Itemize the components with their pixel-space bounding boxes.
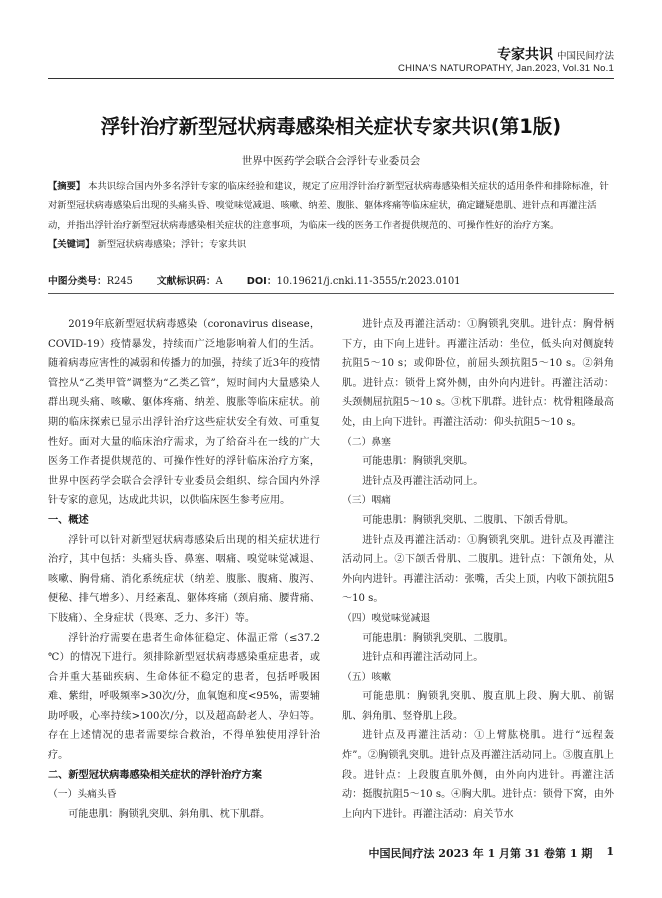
body-column-right xyxy=(342,315,614,824)
keywords xyxy=(48,235,614,254)
article-category: 专家共识 xyxy=(496,47,553,63)
keywords-text: 新型冠状病毒感染；浮针；专家共识 xyxy=(97,238,247,250)
body-paragraph: 进针点和再灌注活动同上。 xyxy=(362,652,484,664)
body-paragraph: 进针点及再灌注活动：①胸锁乳突肌。进针点：胸骨柄下方，由下向上进针。再灌注活动：坐位，低头向对侧旋转抗阻5～10 s；或仰卧位，前屈头颈抗阻5～10 s。②斜角肌。进针点：锁骨上窝外侧，由外向内进针。再灌注活动：头颈侧屈抗阻5～10 s。③枕下肌群。进针点：枕骨粗隆最高处，由上向下进针。再灌注活动：仰头抗阻5～10 s。 xyxy=(342,319,614,428)
body-paragraph: 可能患肌：胸锁乳突肌、腹直肌上段、胸大肌、前锯肌、斜角肌、竖脊肌上段。 xyxy=(342,691,614,722)
keywords-label: 【关键词】 xyxy=(48,238,95,250)
doc-value: A xyxy=(215,276,223,287)
doc-label: 文献标识码： xyxy=(156,276,216,287)
journal-name-cn: 中国民间疗法 xyxy=(556,51,614,62)
section-heading: 一、概述 xyxy=(48,514,89,526)
footer-journal: 中国民间疗法 2023 年 1 月第 31 卷第 1 期 xyxy=(368,847,593,860)
journal-name-en: CHINA'S NATUROPATHY, Jan.2023, Vol.31 No.1 xyxy=(398,63,614,74)
body-paragraph: 进针点及再灌注活动：①上臂肱桡肌。进行“远程轰炸”。②胸锁乳突肌。进针点及再灌注活动同上。③腹直肌上段。进针点：上段腹直肌外侧，由外向内进针。再灌注活动：挺腹抗阻5～10 s。④胸大肌。进针点：锁骨下窝，由外上向内下进针。再灌注活动：肩关节水 xyxy=(342,730,614,820)
clc-number xyxy=(48,273,133,287)
subsection-heading: （四）嗅觉味觉减退 xyxy=(342,612,431,624)
doi xyxy=(247,273,461,287)
abstract-text: 本共识综合国内外多名浮针专家的临床经验和建议，规定了应用浮针治疗新型冠状病毒感染相关症状的适用条件和排除标准，针对新型冠状病毒感染后出现的头痛头昏、嗅觉味觉减退、咳嗽、纳差、腹胀、躯体疼痛等临床症状，确定罐疑患肌、进针点和再灌注活动，并指出浮针治疗新型冠状病毒感染相关症状的注意事项，为临床一线的医务工作者提供规范的、可操作性好的治疗方案。 xyxy=(48,181,609,231)
document-code xyxy=(157,273,223,287)
clc-label: 中图分类号： xyxy=(48,276,107,287)
abstract-block xyxy=(48,177,614,254)
body-paragraph: 可能患肌：胸锁乳突肌、二腹肌、下颌舌骨肌。 xyxy=(362,514,575,526)
abstract xyxy=(48,177,614,235)
header-divider xyxy=(48,78,614,79)
subsection-heading: （三）咽痛 xyxy=(342,495,391,507)
body-paragraph: 可能患肌：胸锁乳突肌、斜角肌、枕下肌群。 xyxy=(68,808,271,820)
clc-value: R245 xyxy=(106,276,133,287)
body-paragraph: 进针点及再灌注活动同上。 xyxy=(362,475,484,487)
page-footer xyxy=(368,845,614,861)
body-paragraph: 浮针治疗需要在患者生命体征稳定、体温正常（≤37.2 ℃）的情况下进行。须排除新型冠状病毒感染重症患者，或合并重大基础疾病、生命体征不稳定的患者，包括呼吸困难、紫绀，呼吸频率>30次/分，血氧饱和度<95%，需要辅助呼吸，心率持续>100次/分，以及超高龄老人、孕妇等。存在上述情况的患者需要综合救治，不得单独使用浮针治疗。 xyxy=(48,632,320,762)
doi-value: 10.19621/j.cnki.11-3555/r.2023.0101 xyxy=(276,276,461,287)
subsection-heading: （一）头痛头昏 xyxy=(48,789,117,801)
body-paragraph: 可能患肌：胸锁乳突肌、二腹肌。 xyxy=(362,632,514,644)
subsection-heading: （二）鼻塞 xyxy=(342,436,391,448)
section-heading: 二、新型冠状病毒感染相关症状的浮针治疗方案 xyxy=(48,769,262,781)
subsection-heading: （五）咳嗽 xyxy=(342,671,391,683)
body-paragraph: 可能患肌：胸锁乳突肌。 xyxy=(362,456,474,468)
header-category-line xyxy=(497,44,614,64)
body-paragraph: 2019年底新型冠状病毒感染（coronavirus disease，COVID-19）疫情暴发，持续而广泛地影响着人们的生活。随着病毒应害性的减弱和传播力的加强，持续了近3年的疫情管控从“乙类甲管”调整为“乙类乙管”，短时间内大量感染人群出现头痛、咳嗽、躯体疼痛、纳差、腹胀等临床症状。前期的临床探索已显示出浮针治疗这些症状安全有效、可重复性好。面对大量的临床治疗需求，为了给奋斗在一线的广大医务工作者提供规范的、可操作性好的浮针临床治疗方案，世界中医药学会联合会浮针专业委员会组织、综合国内外浮针专家的意见，达成此共识，以供临床医生参考应用。 xyxy=(48,319,320,507)
body-column-left xyxy=(48,315,320,824)
body-paragraph: 进针点及再灌注活动：①胸锁乳突肌。进针点及再灌注活动同上。②下颌舌骨肌、二腹肌。进针点：下颌角处，从外向内进针。再灌注活动：张嘴，舌尖上顶，内收下颌抗阻5～10 s。 xyxy=(342,534,614,605)
meta-divider xyxy=(48,293,614,294)
body-paragraph: 浮针可以针对新型冠状病毒感染后出现的相关症状进行治疗，其中包括：头痛头昏、鼻塞、咽痛、嗅觉味觉减退、咳嗽、胸骨痛、消化系统症状（纳差、腹胀、腹痛、腹泻、便秘、排气增多）、月经紊乱、躯体疼痛（颈肩痛、腰背痛、下肢痛）、全身症状（畏寒、乏力、多汗）等。 xyxy=(48,534,320,624)
page-number: 1 xyxy=(606,845,614,858)
abstract-label: 【摘要】 xyxy=(48,181,86,192)
author-organization: 世界中医药学会联合会浮针专业委员会 xyxy=(241,155,421,167)
article-title: 浮针治疗新型冠状病毒感染相关症状专家共识(第1版) xyxy=(100,115,562,138)
doi-label: DOI： xyxy=(246,276,277,287)
article-meta xyxy=(48,273,614,287)
